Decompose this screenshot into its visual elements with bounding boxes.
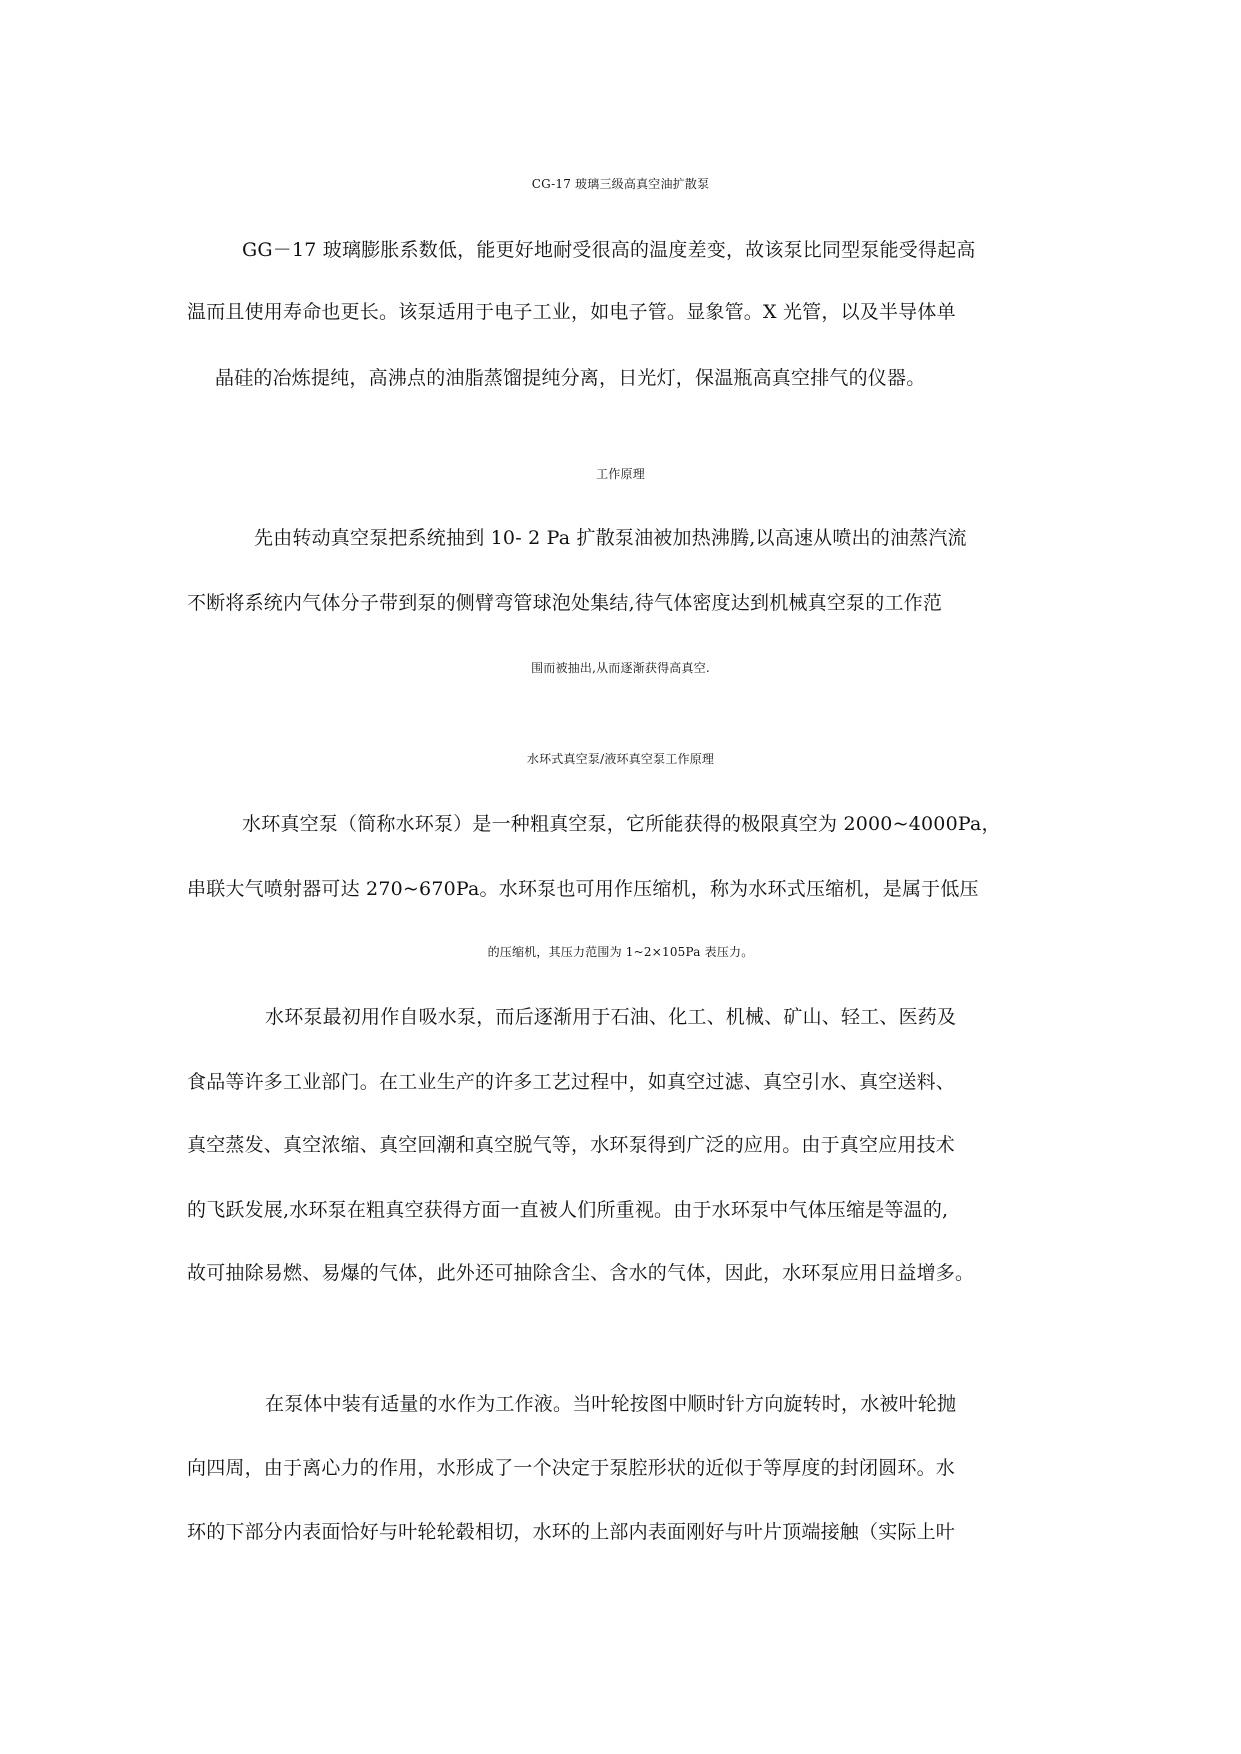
paragraph-line: 真空蒸发、真空浓缩、真空回潮和真空脱气等，水环泵得到广泛的应用。由于真空应用技术 (187, 1134, 956, 1156)
paragraph-line: 温而且使用寿命也更长。该泵适用于电子工业，如电子管。显象管。X 光管，以及半导体单 (187, 301, 956, 323)
paragraph-line: 向四周，由于离心力的作用，水形成了一个决定于泵腔形状的近似于等厚度的封闭圆环。水 (187, 1457, 956, 1479)
paragraph-line: 水环真空泵（简称水环泵）是一种粗真空泵，它所能获得的极限真空为 2000~4000Pa， (242, 813, 1001, 835)
paragraph-line: 晶硅的冶炼提纯，高沸点的油脂蒸馏提纯分离，日光灯，保温瓶高真空排气的仪器。 (215, 367, 926, 389)
section-title-water-ring-pump: 水环式真空泵/液环真空泵工作原理 (526, 752, 715, 766)
paragraph-line: 在泵体中装有适量的水作为工作液。当叶轮按图中顺时针方向旋转时，水被叶轮抛 (265, 1393, 957, 1415)
paragraph-line: 环的下部分内表面恰好与叶轮轮毂相切，水环的上部内表面刚好与叶片顶端接触（实际上叶 (187, 1521, 956, 1543)
paragraph-line: 不断将系统内气体分子带到泵的侧臂弯管球泡处集结,待气体密度达到机械真空泵的工作范 (187, 592, 943, 614)
paragraph-line: 的压缩机，其压力范围为 1~2×105Pa 表压力。 (487, 945, 754, 959)
paragraph-line: 围而被抽出,从而逐渐获得高真空. (531, 661, 710, 675)
paragraph-line: 水环泵最初用作自吸水泵，而后逐渐用于石油、化工、机械、矿山、轻工、医药及 (265, 1006, 957, 1028)
paragraph-line: 故可抽除易燃、易爆的气体，此外还可抽除含尘、含水的气体，因此，水环泵应用日益增多。 (187, 1262, 975, 1284)
paragraph-line: 先由转动真空泵把系统抽到 10- 2 Pa 扩散泵油被加热沸腾,以高速从喷出的油蒸汽流 (254, 527, 967, 549)
paragraph-line: 的飞跃发展,水环泵在粗真空获得方面一直被人们所重视。由于水环泵中气体压缩是等温的, (187, 1199, 949, 1221)
paragraph-line: GG－17 玻璃膨胀系数低，能更好地耐受很高的温度差变，故该泵比同型泵能受得起高 (242, 239, 976, 261)
section-title-working-principle: 工作原理 (596, 467, 645, 481)
section-title-diffusion-pump: CG-17 玻璃三级高真空油扩散泵 (531, 177, 710, 191)
paragraph-line: 串联大气喷射器可达 270~670Pa。水环泵也可用作压缩机，称为水环式压缩机，是属于低压 (187, 878, 979, 900)
paragraph-line: 食品等许多工业部门。在工业生产的许多工艺过程中，如真空过滤、真空引水、真空送料、 (187, 1071, 956, 1093)
